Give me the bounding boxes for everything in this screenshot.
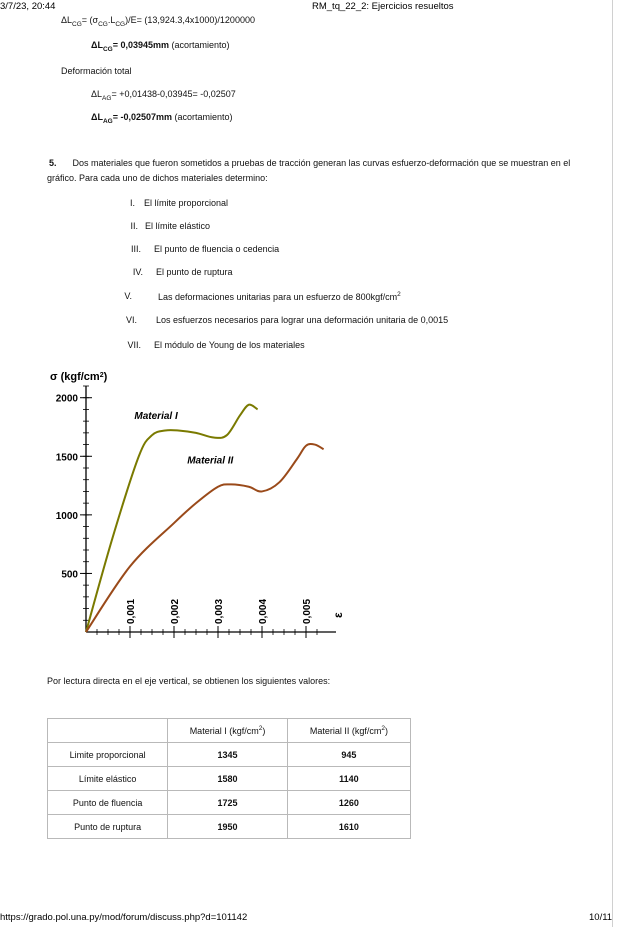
list-item: El límite elástico — [145, 221, 211, 231]
page-title: RM_tq_22_2: Ejercicios resueltos — [312, 1, 454, 12]
table-row — [48, 815, 411, 839]
list-item: El punto de fluencia o cedencia — [154, 244, 280, 254]
series-line-2 — [86, 444, 324, 632]
problem-statement-line2: gráfico. Para cada uno de dichos materiales determino: — [47, 173, 268, 183]
equation-delta-lcg: $\Delta L_{CG}= (\sigma_{CG}.L_{CG})/E= (13,924.3,4x1000)/1200000$ — [61, 15, 255, 28]
material-2-value: 1140 — [287, 767, 410, 791]
table-row — [48, 743, 411, 767]
print-datetime: 3/7/23, 20:44 — [0, 1, 56, 12]
material-1-value: 1580 — [168, 767, 288, 791]
series-label-1: Material I — [134, 410, 178, 422]
x-tick-label: 0,001 — [126, 598, 137, 624]
list-item: El punto de ruptura — [156, 267, 233, 277]
stress-strain-chart — [30, 366, 360, 646]
row-label: Punto de ruptura — [48, 815, 168, 839]
list-number: VII. — [127, 340, 141, 350]
list-item: El límite proporcional — [144, 198, 229, 208]
table-header-row — [48, 719, 411, 743]
values-table — [47, 718, 411, 839]
result-delta-lcg: $\Delta L_{CG}= 0,03945mm$ (acortamiento) — [91, 40, 230, 53]
total-deformation-label: Deformación total — [61, 66, 132, 76]
y-tick-label: 500 — [61, 569, 78, 581]
table-row — [48, 767, 411, 791]
problem-statement-line1: 5. Dos materiales que fueron sometidos a pruebas de tracción generan las curvas esfuerzo-deformación que se muestran en el — [49, 158, 571, 168]
list-number: II. — [130, 221, 138, 231]
direct-reading-note: Por lectura directa en el eje vertical, se obtienen los siguientes valores: — [47, 676, 331, 686]
material-2-value: 1610 — [287, 815, 410, 839]
list-number: I. — [129, 198, 135, 208]
list-number: III. — [130, 244, 141, 254]
table-row — [48, 791, 411, 815]
footer-url[interactable]: https://grado.pol.una.py/mod/forum/discuss.php?d=101142 — [0, 912, 248, 923]
material-2-value: 945 — [287, 743, 410, 767]
footer-page-number: 10/11 — [589, 912, 613, 923]
equation-delta-lag: $\Delta L_{AG}= +0,01438-0,03945= -0,02507$ — [91, 89, 236, 102]
material-2-value: 1260 — [287, 791, 410, 815]
list-item: Las deformaciones unitarias para un esfuerzo de $800kgf/cm^2$ — [158, 291, 401, 302]
list-number: IV. — [132, 267, 143, 277]
material-1-value: 1950 — [168, 815, 288, 839]
material-1-value: 1345 — [168, 743, 288, 767]
x-tick-label: 0,005 — [302, 598, 313, 624]
material-1-value: 1725 — [168, 791, 288, 815]
x-axis-label: ε — [331, 612, 345, 618]
x-tick-label: 0,004 — [258, 598, 269, 624]
y-tick-label: 1500 — [55, 452, 78, 464]
list-item: El módulo de Young de los materiales — [154, 340, 305, 350]
result-delta-lag: $\Delta L_{AG}= -0,02507mm$ (acortamiento) — [91, 112, 233, 125]
y-tick-label: 2000 — [55, 393, 78, 405]
x-tick-label: 0,002 — [170, 598, 181, 624]
y-tick-label: 1000 — [55, 510, 78, 522]
list-item: Los esfuerzos necesarios para lograr una deformación unitaria de 0,0015 — [156, 315, 449, 325]
row-label: Límite elástico — [48, 767, 168, 791]
table-header-material-1: Material I $(kgf/cm^2)$ — [168, 719, 288, 743]
series-label-2: Material II — [187, 455, 234, 467]
x-tick-label: 0,003 — [214, 598, 225, 624]
y-axis-label: σ $(kgf/cm^2)$ — [50, 371, 108, 383]
table-header-empty — [48, 719, 168, 743]
row-label: Limite proporcional — [48, 743, 168, 767]
list-number: VI. — [125, 315, 137, 325]
row-label: Punto de fluencia — [48, 791, 168, 815]
series-line-1 — [86, 405, 258, 632]
list-number: V. — [124, 291, 132, 301]
right-margin-line — [612, 0, 613, 927]
table-header-material-2: Material II $(kgf/cm^2)$ — [287, 719, 410, 743]
